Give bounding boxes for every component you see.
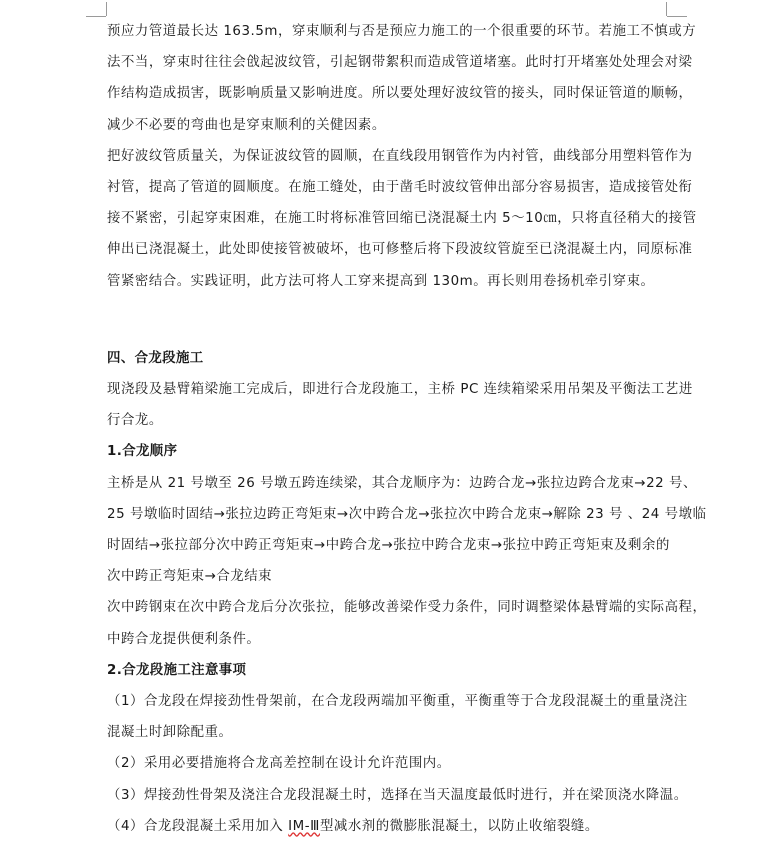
- text-line: 时固结→张拉部分次中跨正弯矩束→中跨合龙→张拉中跨合龙束→张拉中跨正弯矩束及剩余的: [107, 538, 670, 554]
- spellcheck-flagged-text: IM-Ⅲ: [288, 818, 320, 834]
- paragraph: [107, 16, 697, 141]
- text-line: 接不紧密，引起穿束困难，在施工时将标准管回缩已浇混凝土内 5～10㎝，只将直径稍大的接管: [107, 211, 697, 227]
- text-line: 减少不必要的弯曲也是穿束顺利的关健因素。: [107, 117, 386, 133]
- paragraph: [107, 141, 697, 297]
- text-line: 次中跨钢束在次中跨合龙后分次张拉，能够改善梁作受力条件，同时调整梁体悬臂端的实际高程，: [107, 600, 707, 616]
- paragraph: [107, 592, 707, 654]
- crop-mark-right-h: [667, 16, 687, 17]
- text-line: 管紧密结合。实践证明，此方法可将人工穿来提高到 130m。再长则用卷扬机牵引穿束。: [107, 273, 655, 289]
- blank-space: [107, 297, 667, 343]
- paragraph: [107, 686, 688, 748]
- text-line: （1）合龙段在焊接劲性骨架前，在合龙段两端加平衡重，平衡重等于合龙段混凝土的重量浇注: [107, 694, 688, 710]
- text-line: 现浇段及悬臂箱梁施工完成后，即进行合龙段施工，主桥 PC 连续箱梁采用吊架及平衡法工艺进: [107, 382, 693, 398]
- list-item: [107, 811, 667, 842]
- crop-mark-left-h: [86, 16, 106, 17]
- text-line: 法不当，穿束时往往会戗起波纹管，引起钢带絮积而造成管道堵塞。此时打开堵塞处处理会对梁: [107, 55, 693, 71]
- text-line: 25 号墩临时固结→张拉边跨正弯矩束→次中跨合龙→张拉次中跨合龙束→解除 23 号 、24 号墩临: [107, 506, 707, 522]
- text-line: 衬管，提高了管道的圆顺度。在施工缝处，由于凿毛时波纹管伸出部分容易损害，造成接管处衔: [107, 180, 693, 196]
- section-heading: 四、合龙段施工: [107, 350, 204, 366]
- list-item: （2）采用必要措施将合龙高差控制在设计允许范围内。: [107, 756, 451, 772]
- list-item: （3）焊接劲性骨架及浇注合龙段混凝土时，选择在当天温度最低时进行，并在梁顶浇水降温。: [107, 787, 688, 803]
- text-line: 作结构造成损害，既影响质量又影响进度。所以要处理好波纹管的接头，同时保证管道的顺畅，: [107, 86, 693, 102]
- text-run: 型减水剂的微膨胀混凝土，以防止收缩裂缝。: [319, 818, 599, 834]
- text-line: 行合龙。: [107, 413, 163, 429]
- paragraph: [107, 374, 693, 436]
- text-line: 预应力管道最长达 163.5m，穿束顺利与否是预应力施工的一个很重要的环节。若施工不慎或方: [107, 24, 697, 39]
- text-line: 混凝土时卸除配重。: [107, 725, 233, 741]
- crop-mark-left: [106, 2, 107, 16]
- subsection-heading: 1.合龙顺序: [107, 444, 178, 460]
- text-run: （4）合龙段混凝土采用加入: [107, 818, 289, 834]
- text-line: 中跨合龙提供便利条件。: [107, 631, 261, 647]
- crop-mark-right: [666, 2, 667, 16]
- text-line: 伸出已浇混凝土，此处即使接管被破坏，也可修整后将下段波纹管旋至已浇混凝土内，同原标准: [107, 242, 693, 258]
- subsection-heading: 2.合龙段施工注意事项: [107, 662, 247, 678]
- text-line: 次中跨正弯矩束→合龙结束: [107, 569, 273, 585]
- text-line: 把好波纹管质量关，为保证波纹管的圆顺，在直线段用钢管作为内衬管，曲线部分用塑料管作为: [107, 148, 693, 164]
- paragraph: [107, 468, 707, 593]
- document-body: [107, 16, 707, 842]
- text-line: 主桥是从 21 号墩至 26 号墩五跨连续梁，其合龙顺序为：边跨合龙→张拉边跨合龙束→22 号、: [107, 475, 697, 491]
